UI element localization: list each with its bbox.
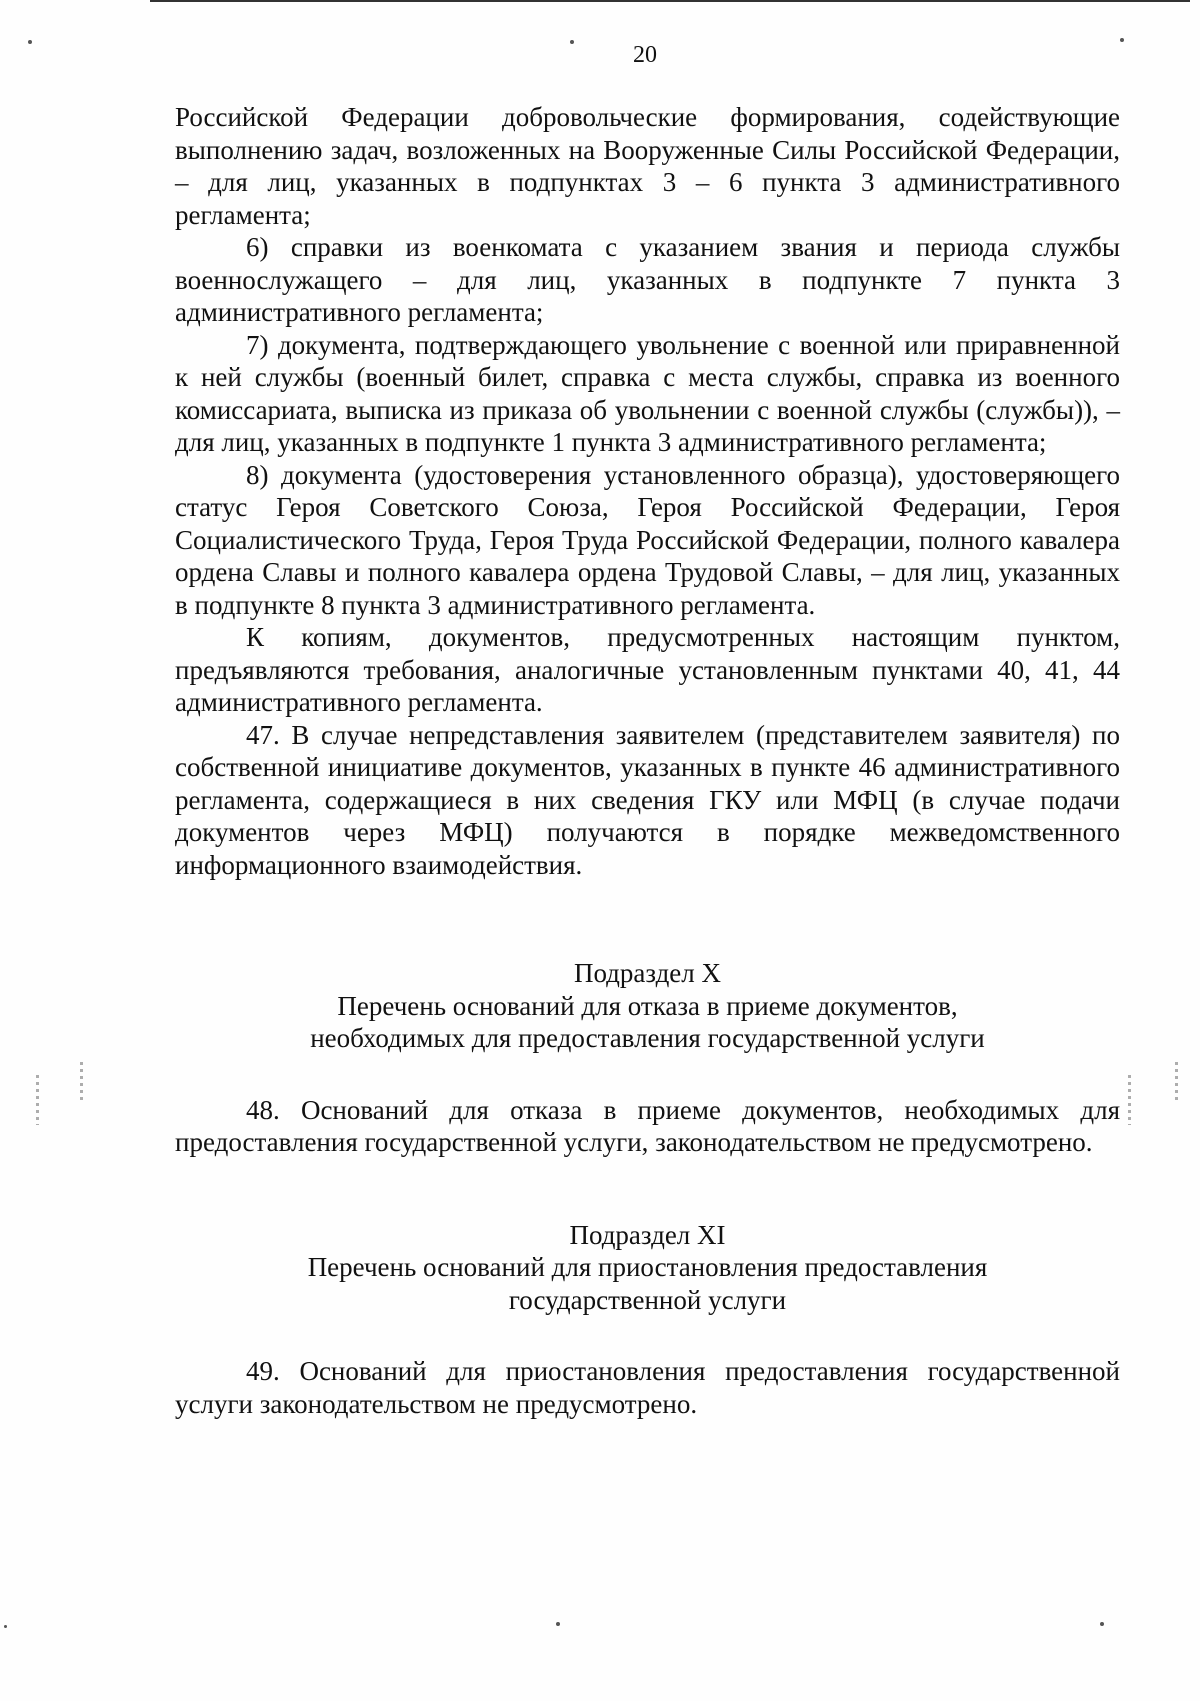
- scan-speck: [4, 1625, 7, 1628]
- section-x-heading: [175, 957, 1120, 1055]
- paragraph-item-7: 7) документа, подтверждающего увольнение с военной или приравненной к ней службы (военный билет, справка с места службы, справка из военного комиссариата, выписка из приказа об увольнении с военной службы (службы)), – для лиц, указанных в подпункте 1 пункта 3 административного регламента;: [175, 329, 1120, 457]
- paragraph-item-48: 48. Оснований для отказа в приеме документов, необходимых для предоставления государственной услуги, законодательством не предусмотрено.: [175, 1094, 1120, 1157]
- section-x-title-line1: Перечень оснований для отказа в приеме документов,: [337, 990, 958, 1021]
- paragraph-copies: К копиям, документов, предусмотренных настоящим пунктом, предъявляются требования, аналогичные установленным пунктами 40, 41, 44 административного регламента.: [175, 622, 1120, 717]
- paragraph-item-49: 49. Оснований для приостановления предоставления государственной услуги законодательством не предусмотрено.: [175, 1356, 1120, 1419]
- scan-speck: [556, 1622, 560, 1626]
- scan-edge-mark-right: [1175, 1062, 1178, 1102]
- paragraph-item-8: 8) документа (удостоверения установленного образца), удостоверяющего статус Героя Советского Союза, Героя Российской Федерации, Героя Социалистического Труда, Героя Труда Российской Федерации, полного кавалера ордена Славы и полного кавалера ордена Трудовой Славы, – для лиц, указанных в подпункте 8 пункта 3 административного регламента.: [175, 459, 1120, 620]
- scan-edge-mark-right: [1128, 1075, 1131, 1125]
- scan-edge-mark-left: [36, 1075, 39, 1125]
- scan-edge-mark-left: [80, 1062, 83, 1102]
- section-x-label: Подраздел X: [573, 958, 722, 988]
- scan-top-edge: [150, 0, 1190, 2]
- paragraph-item-47: 47. В случае непредставления заявителем (представителем заявителя) по собственной инициативе документов, указанных в пункте 46 административного регламента, содержащиеся в них сведения ГКУ или МФЦ (в случае подачи документов через МФЦ) получаются в порядке межведомственного информационного взаимодействия.: [175, 719, 1120, 880]
- scan-speck: [28, 40, 32, 44]
- section-x-title-line2: необходимых для предоставления государственной услуги: [310, 1023, 985, 1053]
- section-xi-heading: [175, 1219, 1120, 1317]
- document-body: [175, 101, 1120, 1420]
- scan-speck: [570, 40, 574, 44]
- section-xi-title-line2: государственной услуги: [508, 1284, 787, 1315]
- scan-speck: [1120, 38, 1124, 42]
- section-xi-title-line1: Перечень оснований для приостановления предоставления: [307, 1252, 988, 1282]
- paragraph-item-6: 6) справки из военкомата с указанием звания и периода службы военнослужащего – для лиц, указанных в подпункте 7 пункта 3 административного регламента;: [175, 232, 1120, 327]
- scan-speck: [1100, 1622, 1104, 1626]
- paragraph-continuation: Российской Федерации добровольческие формирования, содействующие выполнению задач, возложенных на Вооруженные Силы Российской Федерации, – для лиц, указанных в подпунктах 3 – 6 пункта 3 административного регламента;: [175, 102, 1120, 230]
- section-xi-label: Подраздел XI: [569, 1219, 726, 1250]
- page-number: 20: [633, 42, 657, 68]
